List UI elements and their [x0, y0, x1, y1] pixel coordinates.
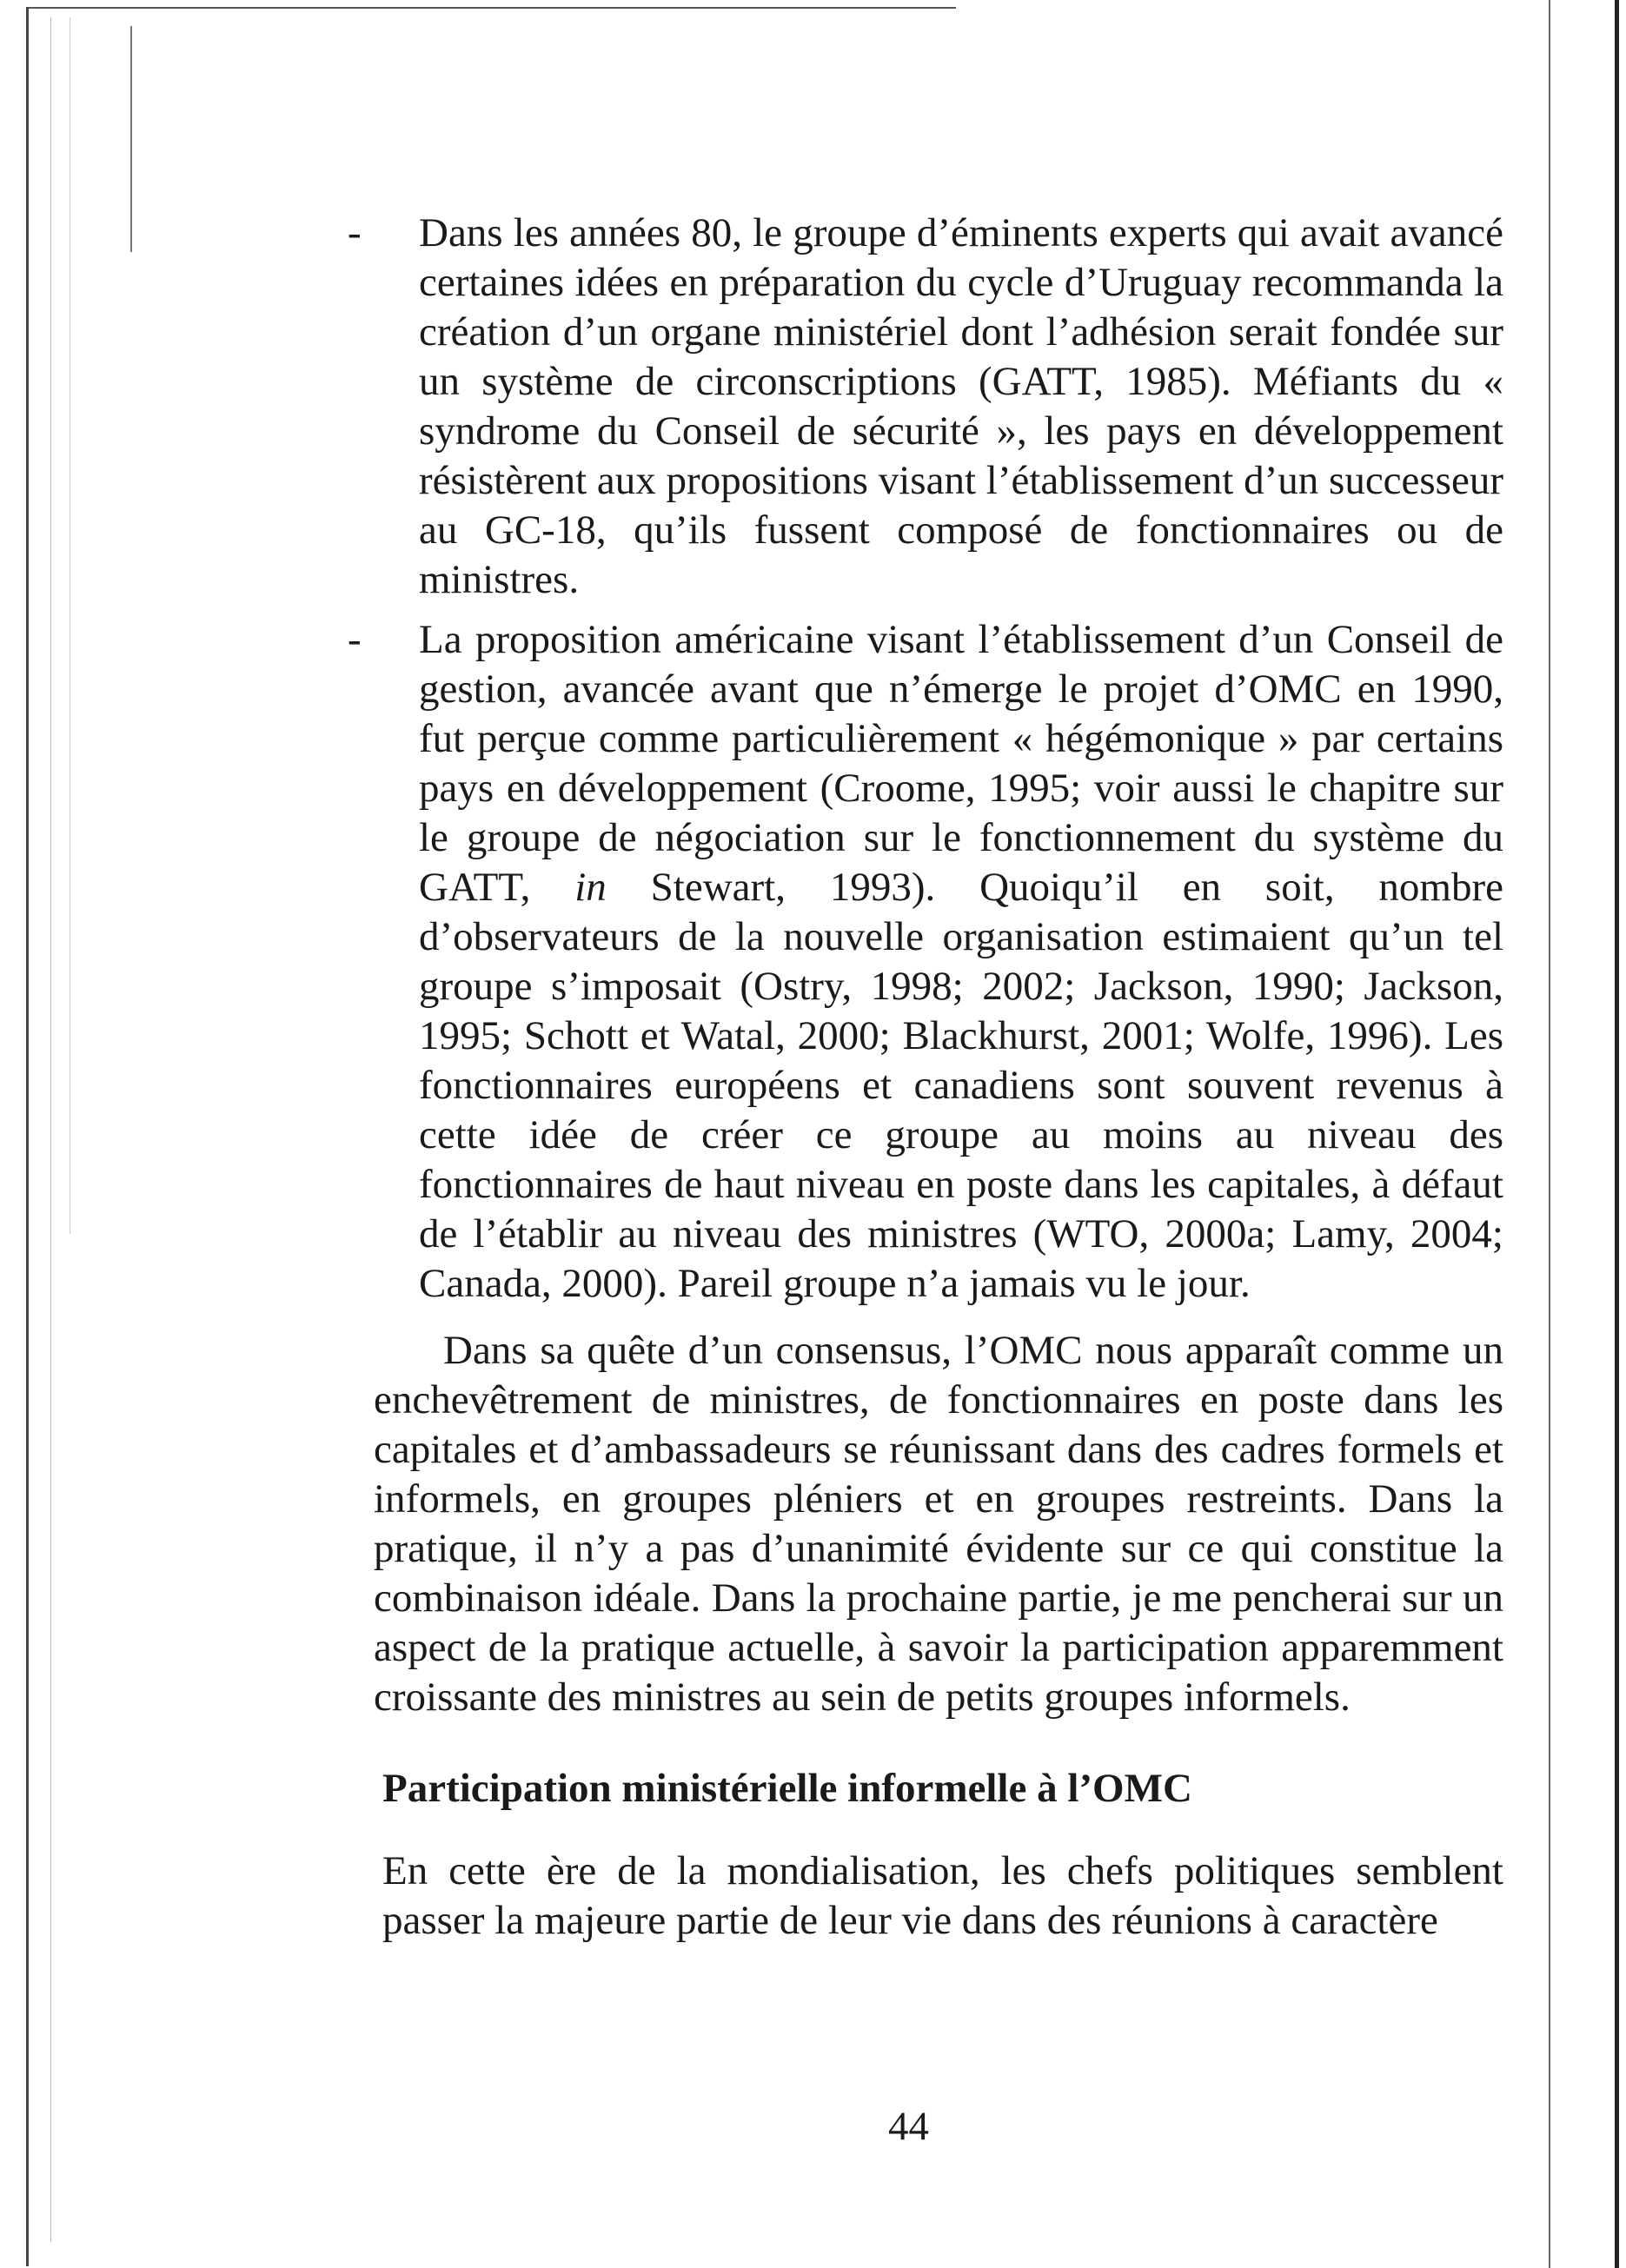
section-heading: Participation ministérielle informelle à l’OMC [382, 1766, 1192, 1811]
scan-edge-left-inner [50, 17, 51, 2242]
body-paragraph: Dans sa quête d’un consensus, l’OMC nous apparaît comme un enchevêtrement de ministres, de fonctionnaires en poste dans les capitales et d’ambassadeurs se réunissant dans des cadres formels et informels, en groupes pléniers et en groupes restreints. Dans la pratique, il n’y a pas d’unanimité évidente sur ce qui constitue la combinaison idéale. Dans la prochaine partie, je me pencherai sur un aspect de la pratique actuelle, à savoir la participation apparemment croissante des ministres au sein de petits groupes informels. [374, 1328, 1503, 1720]
bullet-dash: - [348, 617, 362, 662]
scan-edge-right [1615, 0, 1619, 2268]
scan-edge-left [26, 7, 29, 2266]
scan-edge-left-mark [130, 26, 132, 252]
bullet-dash: - [348, 210, 362, 255]
body-paragraph-final: En cette ère de la mondialisation, les chefs politiques semblent passer la majeure partie de leur vie dans des réunions à caractère [382, 1848, 1503, 1943]
page-content [348, 209, 1503, 1946]
bullet-text: Dans les années 80, le groupe d’éminents experts qui avait avancé certaines idées en préparation du cycle d’Uruguay recommanda la création d’un organe ministériel dont l’adhésion serait fondée sur un système de circonscriptions (GATT, 1985). Méfiants du « syndrome du Conseil de sécurité », les pays en développement résistèrent aux propositions visant l’établissement d’un successeur au GC-18, qu’ils fussent composé de fonctionnaires ou de ministres. [419, 210, 1503, 602]
page-number: 44 [888, 2104, 929, 2149]
bullet-text-before: La proposition américaine visant l’établissement d’un Conseil de gestion, avancée avant que n’émerge le projet d’OMC en 1990, fut perçue comme particulièrement « hégémonique » par certains pays en développement (Croome, 1995; voir aussi le chapitre sur le groupe de négociation sur le fonctionnement du système du GATT, [419, 617, 1503, 910]
bullet-item [348, 615, 1503, 1309]
bullet-text-after: Stewart, 1993). Quoiqu’il en soit, nombre d’observateurs de la nouvelle organisation estimaient qu’un tel groupe s’imposait (Ostry, 1998; 2002; Jackson, 1990; Jackson, 1995; Schott et Watal, 2000; Blackhurst, 2001; Wolfe, 1996). Les fonctionnaires européens et canadiens sont souvent revenus à cette idée de créer ce groupe au moins au niveau des fonctionnaires de haut niveau en poste dans les capitales, à défaut de l’établir au niveau des ministres (WTO, 2000a; Lamy, 2004; Canada, 2000). Pareil groupe n’a jamais vu le jour. [419, 865, 1504, 1306]
bullet-text-italic: in [574, 865, 607, 910]
bullet-item [348, 209, 1503, 605]
scan-edge-top [26, 7, 956, 9]
scan-edge-right-inner [1549, 0, 1550, 2268]
